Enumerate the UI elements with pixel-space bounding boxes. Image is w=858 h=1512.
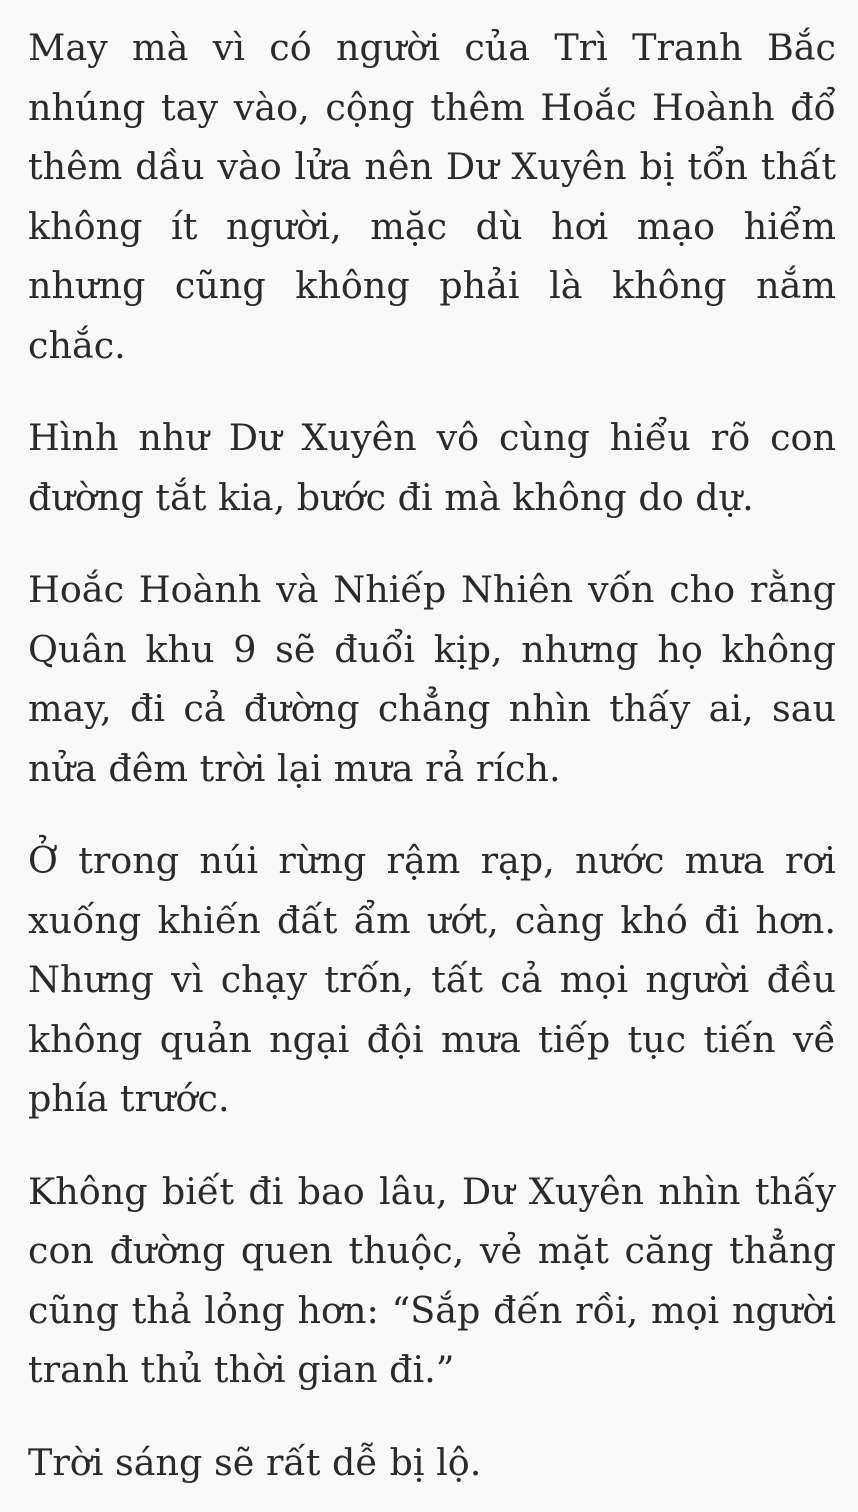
paragraph-4: Ở trong núi rừng rậm rạp, nước mưa rơi xuống khiến đất ẩm ướt, càng khó đi hơn. Nhưng vì chạy trốn, tất cả mọi người đều không quản ngại đội mưa tiếp tục tiến về phía trước. <box>28 839 836 1120</box>
paragraph-6: Trời sáng sẽ rất dễ bị lộ. <box>28 1440 482 1484</box>
paragraph-1: May mà vì có người của Trì Tranh Bắc nhúng tay vào, cộng thêm Hoắc Hoành đổ thêm dầu vào lửa nên Dư Xuyên bị tổn thất không ít người, mặc dù hơi mạo hiểm nhưng cũng không phải là không nắm chắc. <box>28 26 836 367</box>
paragraph-2: Hình như Dư Xuyên vô cùng hiểu rõ con đường tắt kia, bước đi mà không do dự. <box>28 416 836 519</box>
paragraph-5: Không biết đi bao lâu, Dư Xuyên nhìn thấy con đường quen thuộc, vẻ mặt căng thẳng cũng thả lỏng hơn: “Sắp đến rồi, mọi người tranh thủ thời gian đi.” <box>28 1169 836 1391</box>
paragraph-3: Hoắc Hoành và Nhiếp Nhiên vốn cho rằng Quân khu 9 sẽ đuổi kịp, nhưng họ không may, đi cả đường chẳng nhìn thấy ai, sau nửa đêm trời lại mưa rả rích. <box>28 568 836 790</box>
